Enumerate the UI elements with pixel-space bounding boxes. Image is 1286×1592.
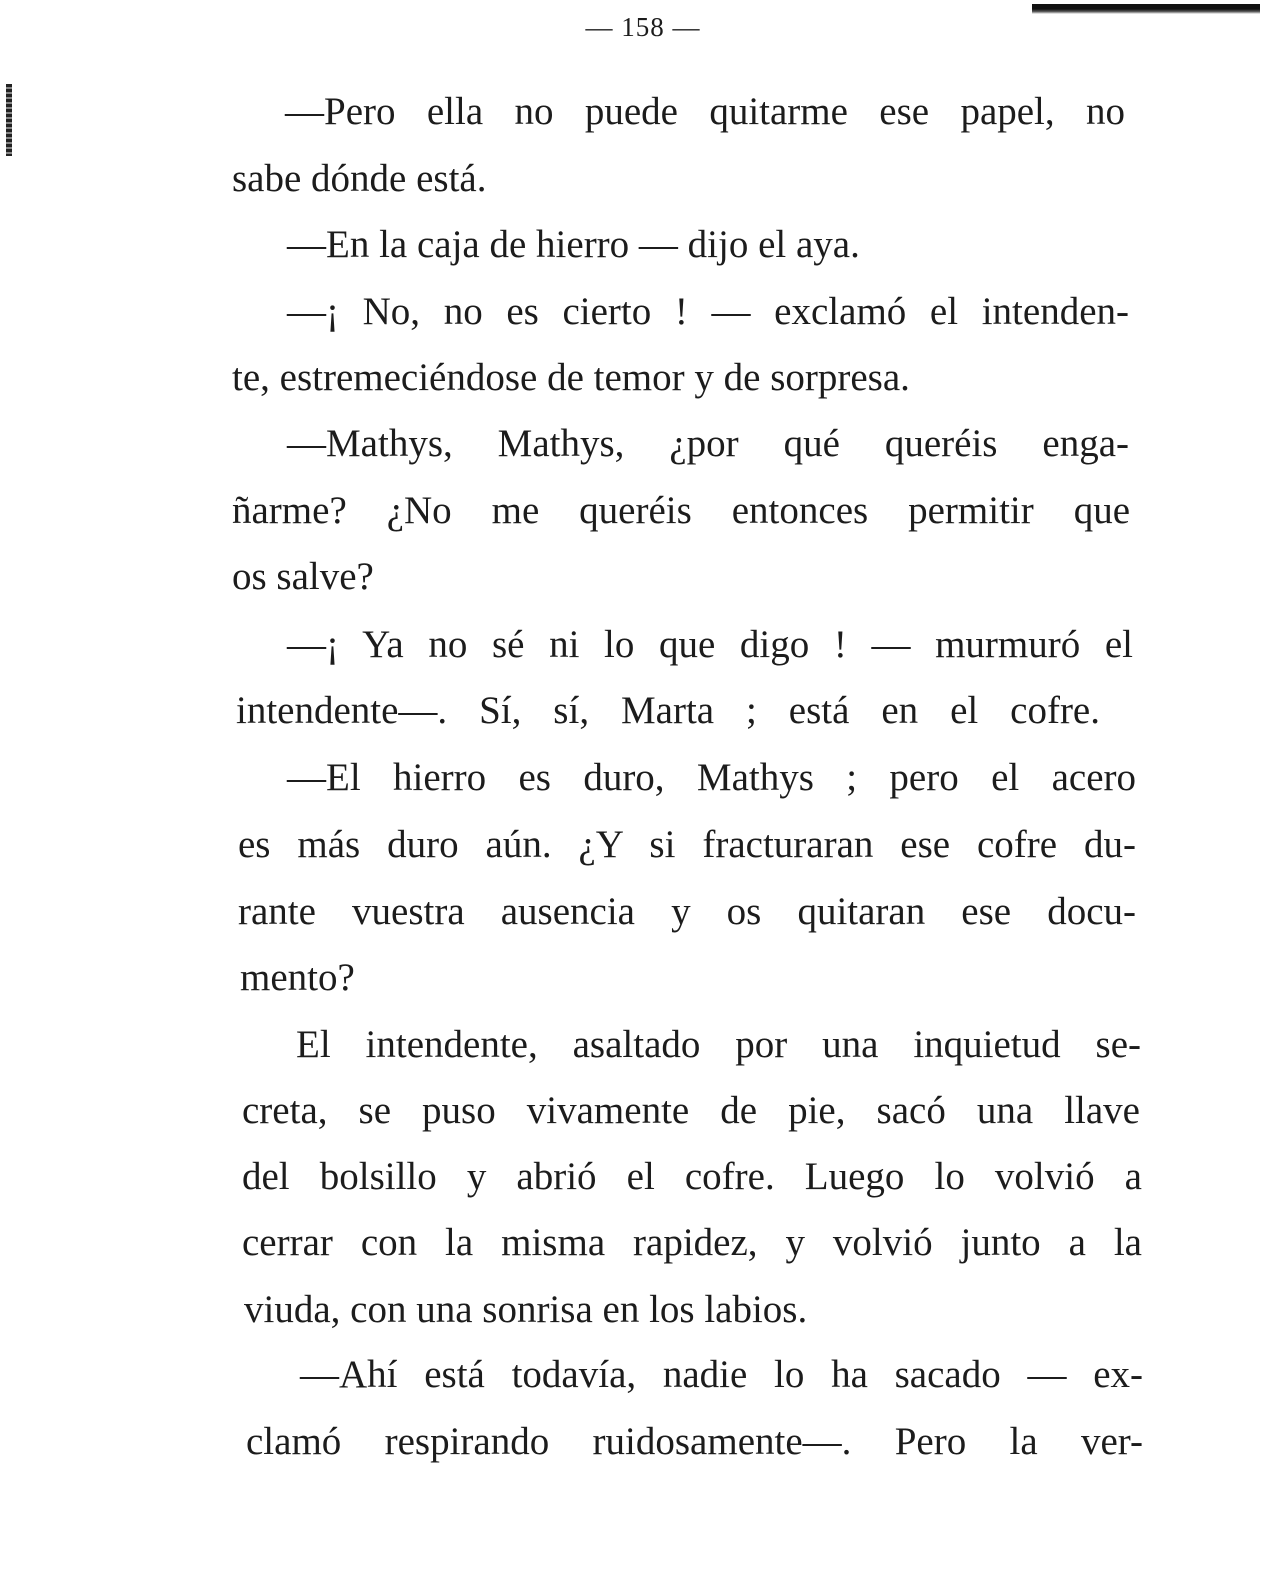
text-line: —Mathys, Mathys, ¿por qué queréis enga- <box>287 422 1129 465</box>
text-line: —El hierro es duro, Mathys ; pero el acero <box>287 756 1136 799</box>
text-line: —Ahí está todavía, nadie lo ha sacado — ex- <box>300 1353 1143 1396</box>
text-line: —¡ No, no es cierto ! — exclamó el intenden- <box>287 290 1129 333</box>
text-line: clamó respirando ruidosamente—. Pero la ver- <box>246 1420 1143 1463</box>
page-number: — 158 — <box>585 12 701 42</box>
text-line: sabe dónde está. <box>232 157 487 200</box>
text-line: El intendente, asaltado por una inquietud se- <box>296 1023 1141 1066</box>
text-line: os salve? <box>232 555 374 598</box>
text-line: cerrar con la misma rapidez, y volvió junto a la <box>242 1221 1142 1264</box>
text-line: —En la caja de hierro — dijo el aya. <box>287 223 860 266</box>
text-line: es más duro aún. ¿Y si fracturaran ese cofre du- <box>238 823 1136 866</box>
text-line: te, estremeciéndose de temor y de sorpresa. <box>232 356 910 399</box>
text-line: rante vuestra ausencia y os quitaran ese docu- <box>238 890 1136 933</box>
text-line: ñarme? ¿No me queréis entonces permitir que <box>232 489 1130 532</box>
text-line: —Pero ella no puede quitarme ese papel, no <box>285 90 1125 133</box>
text-line: viuda, con una sonrisa en los labios. <box>244 1288 808 1331</box>
text-line: del bolsillo y abrió el cofre. Luego lo volvió a <box>242 1155 1142 1198</box>
text-line: mento? <box>240 956 355 999</box>
text-line: creta, se puso vivamente de pie, sacó una llave <box>242 1089 1140 1132</box>
text-line: —¡ Ya no sé ni lo que digo ! — murmuró el <box>287 623 1133 666</box>
text-line: intendente—. Sí, sí, Marta ; está en el cofre. <box>236 689 1100 732</box>
